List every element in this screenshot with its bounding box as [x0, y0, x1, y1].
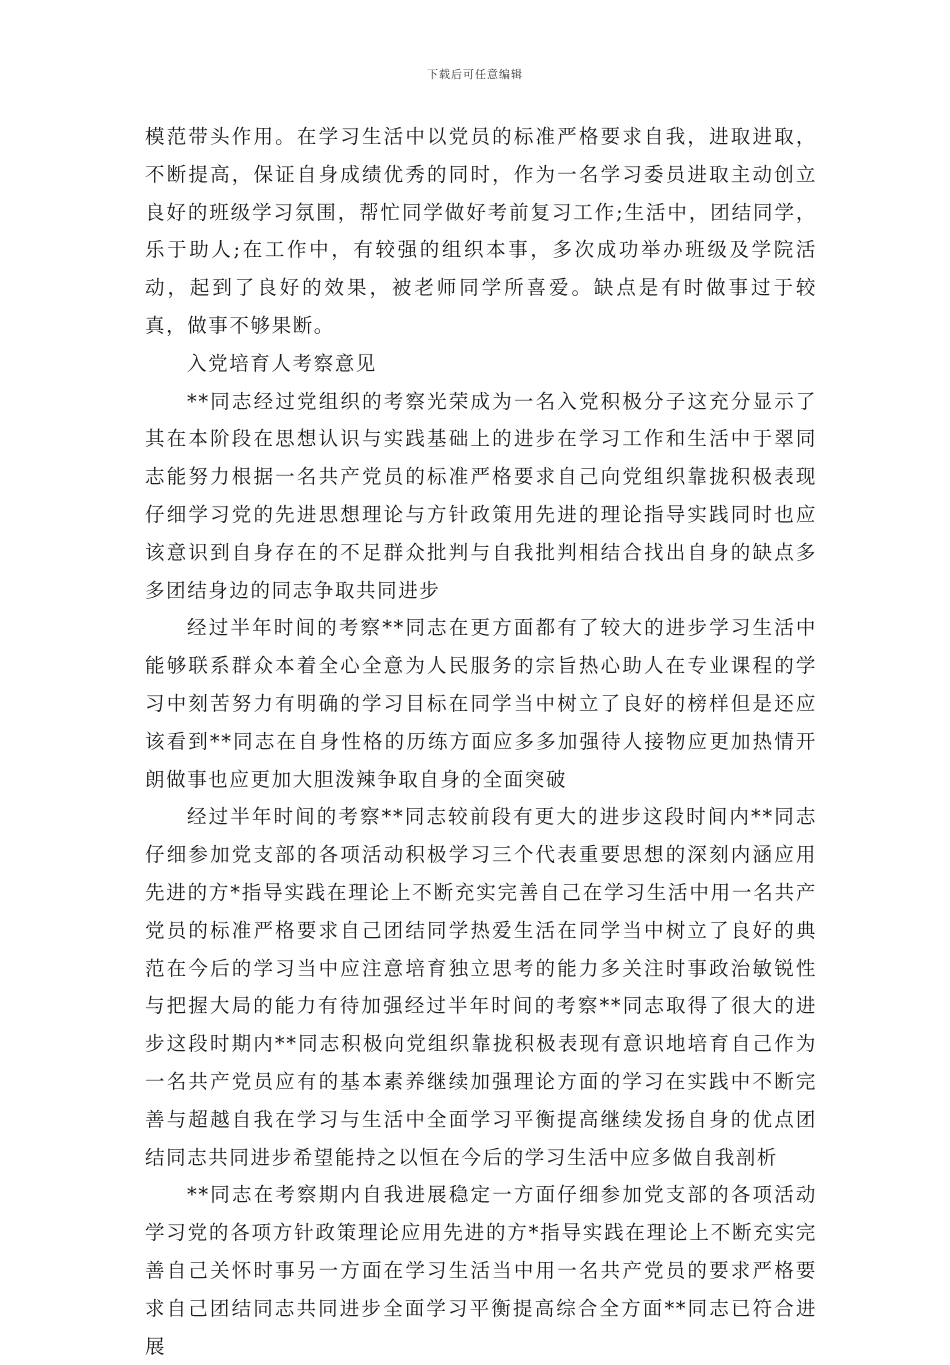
paragraph-opinion-4: **同志在考察期内自我进展稳定一方面仔细参加党支部的各项活动学习党的各项方针政策理论应用先进的方*指导实践在理论上不断充实完善自己关怀时事另一方面在学习生活当中用一名共产党员的要求严格要求自己团结同志共同进步全面学习平衡提高综合全方面**同志已符合进展: [145, 1183, 817, 1358]
page-header: 下载后可任意编辑: [427, 68, 523, 81]
section-heading: 入党培育人考察意见: [187, 351, 377, 375]
paragraph-opinion-1: **同志经过党组织的考察光荣成为一名入党积极分子这充分显示了其在本阶段在思想认识与实践基础上的进步在学习工作和生活中于翠同志能努力根据一名共产党员的标准严格要求自己向党组织靠拢积极表现仔细学习党的先进思想理论与方针政策用先进的理论指导实践同时也应该意识到自身存在的不足群众批判与自我批判相结合找出自身的缺点多多团结身边的同志争取共同进步: [145, 389, 817, 602]
paragraph-intro: 模范带头作用。在学习生活中以党员的标准严格要求自我，进取进取，不断提高，保证自身成绩优秀的同时，作为一名学习委员进取主动创立良好的班级学习氛围，帮忙同学做好考前复习工作;生活中，团结同学，乐于助人;在工作中，有较强的组织本事，多次成功举办班级及学院活动，起到了良好的效果，被老师同学所喜爱。缺点是有时做事过于较真，做事不够果断。: [145, 125, 817, 337]
paragraph-opinion-2: 经过半年时间的考察**同志在更方面都有了较大的进步学习生活中能够联系群众本着全心全意为人民服务的宗旨热心助人在专业课程的学习中刻苦努力有明确的学习目标在同学当中树立了良好的榜样但是还应该看到**同志在自身性格的历练方面应多多加强待人接物应更加热情开朗做事也应更加大胆泼辣争取自身的全面突破: [145, 616, 817, 791]
paragraph-opinion-3: 经过半年时间的考察**同志较前段有更大的进步这段时间内**同志仔细参加党支部的各项活动积极学习三个代表重要思想的深刻内涵应用先进的方*指导实践在理论上不断充实完善自己在学习生活中用一名共产党员的标准严格要求自己团结同学热爱生活在同学当中树立了良好的典范在今后的学习当中应注意培育独立思考的能力多关注时事政治敏锐性与把握大局的能力有待加强经过半年时间的考察**同志取得了很大的进步这段时期内**同志积极向党组织靠拢积极表现有意识地培育自己作为一名共产党员应有的基本素养继续加强理论方面的学习在实践中不断完善与超越自我在学习与生活中全面学习平衡提高继续发扬自身的优点团结同志共同进步希望能持之以恒在今后的学习生活中应多做自我剖析: [145, 805, 817, 1169]
document-body: [145, 118, 817, 1365]
